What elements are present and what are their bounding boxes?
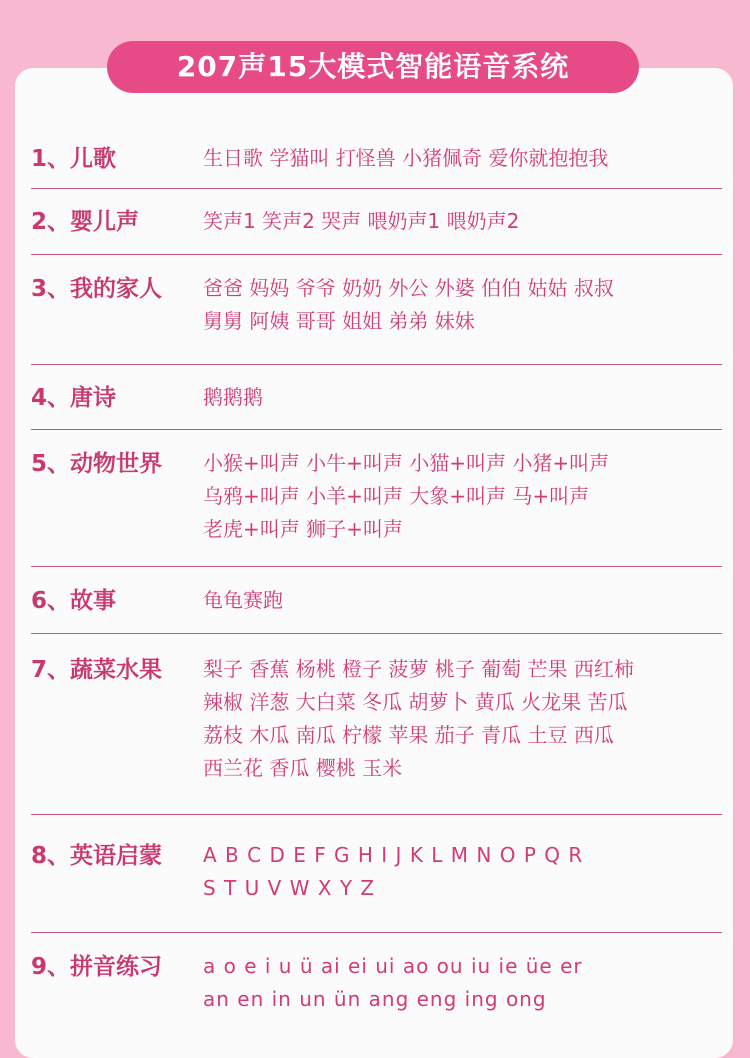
section-items — [203, 205, 722, 254]
section-row — [31, 933, 722, 1043]
item-line: 西兰花 香瓜 樱桃 玉米 — [203, 756, 403, 780]
section-row — [31, 430, 722, 567]
item-line: 梨子 香蕉 杨桃 橙子 菠萝 桃子 葡萄 芒果 西红柿 — [203, 657, 634, 681]
section-label: 7、蔬菜水果 — [31, 657, 163, 683]
item-line: 荔枝 木瓜 南瓜 柠檬 苹果 茄子 青瓜 土豆 西瓜 — [203, 723, 614, 747]
item-line: a o e i u ü ai ei ui ao ou iu ie üe er — [203, 954, 583, 978]
section-row — [31, 255, 722, 365]
item-line: 生日歌 学猫叫 打怪兽 小猪佩奇 爱你就抱抱我 — [203, 146, 609, 170]
section-label: 1、儿歌 — [31, 146, 117, 172]
section-label: 8、英语启蒙 — [31, 843, 163, 869]
section-row — [31, 365, 722, 430]
item-line: 老虎+叫声 狮子+叫声 — [203, 517, 403, 541]
section-items — [203, 584, 722, 633]
item-line: A B C D E F G H I J K L M N O P Q R — [203, 843, 584, 867]
section-label: 2、婴儿声 — [31, 209, 140, 235]
item-line: S T U V W X Y Z — [203, 876, 376, 900]
item-line: 小猴+叫声 小牛+叫声 小猫+叫声 小猪+叫声 — [203, 451, 610, 475]
item-line: 乌鸦+叫声 小羊+叫声 大象+叫声 马+叫声 — [203, 484, 590, 508]
section-label: 5、动物世界 — [31, 451, 163, 477]
section-row — [31, 567, 722, 634]
section-row — [31, 815, 722, 933]
section-items — [203, 381, 722, 429]
section-label: 6、故事 — [31, 588, 117, 614]
section-items — [203, 447, 722, 566]
item-line: 龟龟赛跑 — [203, 588, 283, 612]
section-row — [31, 634, 722, 815]
section-row — [31, 189, 722, 255]
banner-title: 207声15大模式智能语音系统 — [107, 41, 639, 93]
item-line: 舅舅 阿姨 哥哥 姐姐 弟弟 妹妹 — [203, 309, 475, 333]
item-line: 鹅鹅鹅 — [203, 385, 263, 409]
section-items — [203, 272, 722, 364]
item-line: 辣椒 洋葱 大白菜 冬瓜 胡萝卜 黄瓜 火龙果 苦瓜 — [203, 690, 628, 714]
section-items — [203, 839, 722, 932]
mode-list — [31, 123, 722, 1043]
section-label: 9、拼音练习 — [31, 954, 163, 980]
item-line: an en in un ün ang eng ing ong — [203, 987, 547, 1011]
item-line: 笑声1 笑声2 哭声 喂奶声1 喂奶声2 — [203, 209, 520, 233]
section-label: 3、我的家人 — [31, 276, 163, 302]
section-items — [203, 142, 722, 188]
section-items — [203, 950, 722, 1043]
section-items — [203, 653, 722, 814]
section-row — [31, 123, 722, 189]
item-line: 爸爸 妈妈 爷爷 奶奶 外公 外婆 伯伯 姑姑 叔叔 — [203, 276, 614, 300]
section-label: 4、唐诗 — [31, 385, 117, 411]
